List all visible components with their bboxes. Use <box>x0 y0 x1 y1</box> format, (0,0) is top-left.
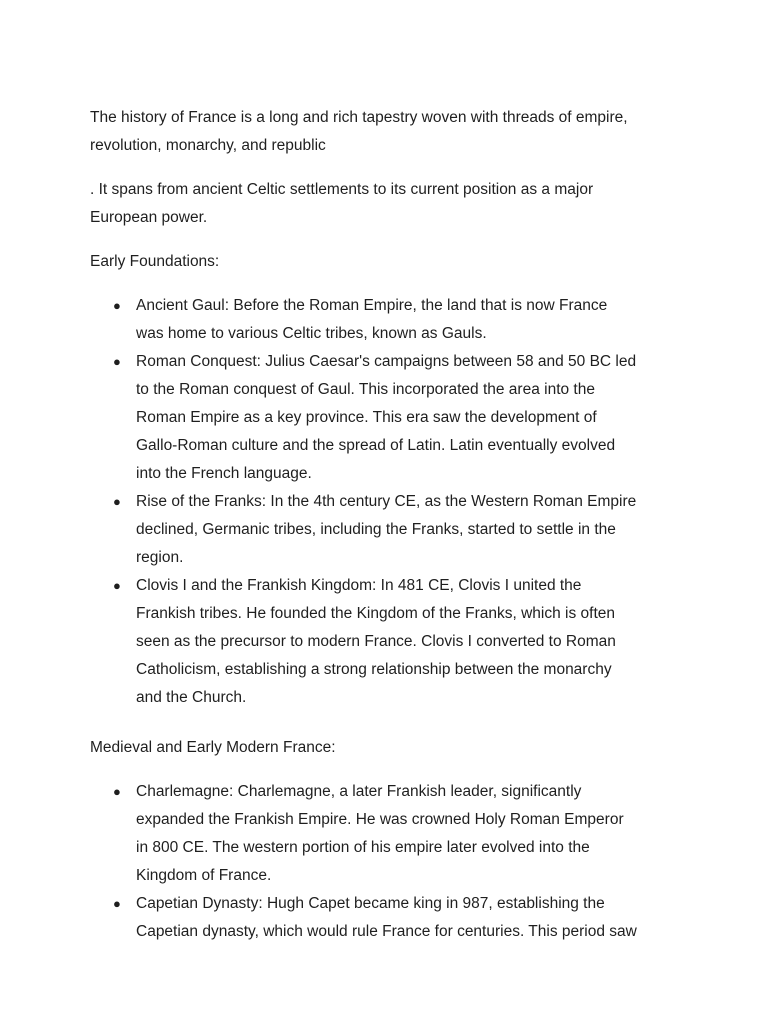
list-item <box>90 890 638 946</box>
list-item-text: Rise of the Franks: In the 4th century CE, as the Western Roman Empire declined, Germanic tribes, including the Franks, started to settle in the region. <box>136 493 637 566</box>
bullet-icon: ● <box>113 298 121 313</box>
list-item <box>90 572 638 712</box>
section-heading-early-foundations: Early Foundations: <box>90 253 220 270</box>
list-item-text: Clovis I and the Frankish Kingdom: In 481 CE, Clovis I united the Frankish tribes. He founded the Kingdom of the Franks, which is often seen as the precursor to modern France. Clovis I converted to Roman Catholicism, establishing a strong relationship between the monarchy and the Church. <box>136 577 616 706</box>
intro-continuation: . It spans from ancient Celtic settlements to its current position as a major European power. <box>90 181 594 226</box>
list-item <box>90 488 638 572</box>
bullet-icon: ● <box>113 784 121 799</box>
list-item <box>90 778 638 890</box>
list-item <box>90 292 638 348</box>
list-item-text: Capetian Dynasty: Hugh Capet became king in 987, establishing the Capetian dynasty, which would rule France for centuries. This period saw <box>136 895 637 940</box>
bullet-icon: ● <box>113 354 121 369</box>
medieval-list <box>90 778 638 946</box>
section-heading-medieval: Medieval and Early Modern France: <box>90 739 336 756</box>
list-item-text: Ancient Gaul: Before the Roman Empire, the land that is now France was home to various Celtic tribes, known as Gauls. <box>136 297 608 342</box>
bullet-icon: ● <box>113 578 121 593</box>
early-foundations-list <box>90 292 638 712</box>
list-item <box>90 348 638 488</box>
list-item-text: Charlemagne: Charlemagne, a later Frankish leader, significantly expanded the Frankish Empire. He was crowned Holy Roman Emperor in 800 CE. The western portion of his empire later evolved into the Kingdom of France. <box>136 783 624 884</box>
bullet-icon: ● <box>113 494 121 509</box>
list-item-text: Roman Conquest: Julius Caesar's campaigns between 58 and 50 BC led to the Roman conquest of Gaul. This incorporated the area into the Roman Empire as a key province. This era saw the development of Gallo-Roman culture and the spread of Latin. Latin eventually evolved into the French language. <box>136 353 637 482</box>
bullet-icon: ● <box>113 896 121 911</box>
intro-paragraph: The history of France is a long and rich tapestry woven with threads of empire, revolution, monarchy, and republic <box>90 109 628 154</box>
